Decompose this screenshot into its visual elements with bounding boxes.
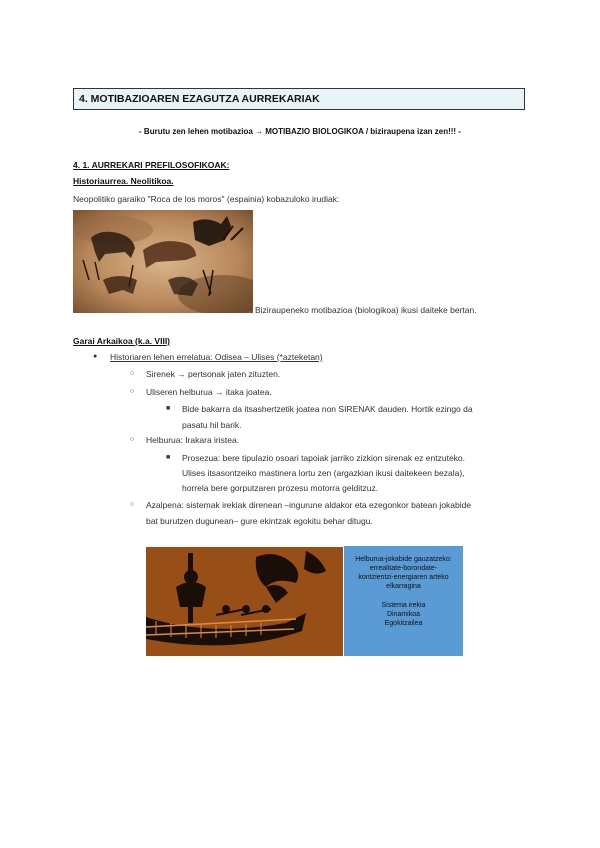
cave-painting-image bbox=[73, 210, 253, 313]
list-item-irakara: Helburua: Irakara iristea. bbox=[146, 435, 240, 445]
list-item-azalpena-cont: bat burutzen dugunean– gure ekintzak egokitu behar ditugu. bbox=[146, 516, 373, 526]
list-item-helburua: Uliseren helburua → itaka joatea. bbox=[146, 387, 272, 397]
section-subtitle-1: Historiaurrea. Neolitikoa. bbox=[73, 176, 174, 186]
image-caption: Biziraupeneko motibazioa (biologikoa) ikusi daiteke bertan. bbox=[255, 305, 477, 315]
list-item-prosezua: Prosezua: bere tipulazio osoari tapoiak jarriko zizkion sirenak ez entzuteko. bbox=[182, 453, 466, 463]
info-box-line: Helburua-jokabide gauzatzeko: bbox=[355, 556, 452, 563]
list-item-prosezua-cont2: horrela bere gorputzaren prozesu motorra gelditzuz. bbox=[182, 483, 379, 493]
list-item-bide-bakarra-cont: pasatu hil barik. bbox=[182, 420, 242, 430]
bullet-square-icon: ■ bbox=[166, 405, 171, 412]
subtitle: - Burutu zen lehen motibazioa → MOTIBAZIO BIOLOGIKOA / biziraupena izan zen!!! - bbox=[139, 127, 461, 136]
bullet-circle-icon: ○ bbox=[130, 388, 135, 395]
bullet-circle-icon: ○ bbox=[130, 436, 135, 443]
list-item-sirenak: Sirenek → pertsonak jaten zituzten. bbox=[146, 369, 281, 379]
info-box-line: kontzientzi-energiaren arteko bbox=[358, 574, 449, 581]
info-box bbox=[344, 546, 463, 656]
list-item-odisea: Historiaren lehen errelatua: Odisea – Ulises (*azteketan) bbox=[110, 352, 323, 362]
intro-text: Neopolitiko garaiko "Roca de los moros" (espainia) kobazuloko irudiak: bbox=[73, 194, 340, 204]
bullet-dot-icon: ● bbox=[93, 353, 98, 360]
section-heading: 4. MOTIBAZIOAREN EZAGUTZA AURREKARIAK bbox=[73, 88, 525, 110]
list-item-prosezua-cont1: Ulises itsasontzeiko mastinera lortu zen (argazkian ikusi daitekeen bezala), bbox=[182, 468, 465, 478]
bullet-circle-icon: ○ bbox=[130, 370, 135, 377]
bullet-circle-icon: ○ bbox=[130, 501, 135, 508]
list-item-bide-bakarra: Bide bakarra da itsashertzetik joatea non SIRENAK dauden. Hortik ezingo da bbox=[182, 404, 473, 414]
ulysses-vase-image bbox=[146, 547, 343, 656]
cave-painting-graphic bbox=[73, 210, 253, 313]
info-box-line: errealitate-borondate- bbox=[369, 565, 438, 572]
info-box-spacer bbox=[347, 591, 460, 601]
section-title-1: 4. 1. AURREKARI PREFILOSOFIKOAK: bbox=[73, 160, 230, 170]
info-box-line: Sistema irekia bbox=[381, 602, 426, 609]
info-box-line: Dinamikoa bbox=[386, 611, 421, 618]
info-box-line: elkarragina bbox=[386, 583, 421, 590]
list-item-azalpena: Azalpena: sistemak irekiak direnean –ingurune aldakor eta ezegonkor batean jokabide bbox=[146, 500, 472, 510]
section-title-2: Garai Arkaikoa (k.a. VIII) bbox=[73, 336, 171, 346]
ulysses-vase-graphic bbox=[146, 547, 343, 656]
bullet-square-icon: ■ bbox=[166, 454, 171, 461]
info-box-line: Egokitzailea bbox=[384, 620, 423, 627]
